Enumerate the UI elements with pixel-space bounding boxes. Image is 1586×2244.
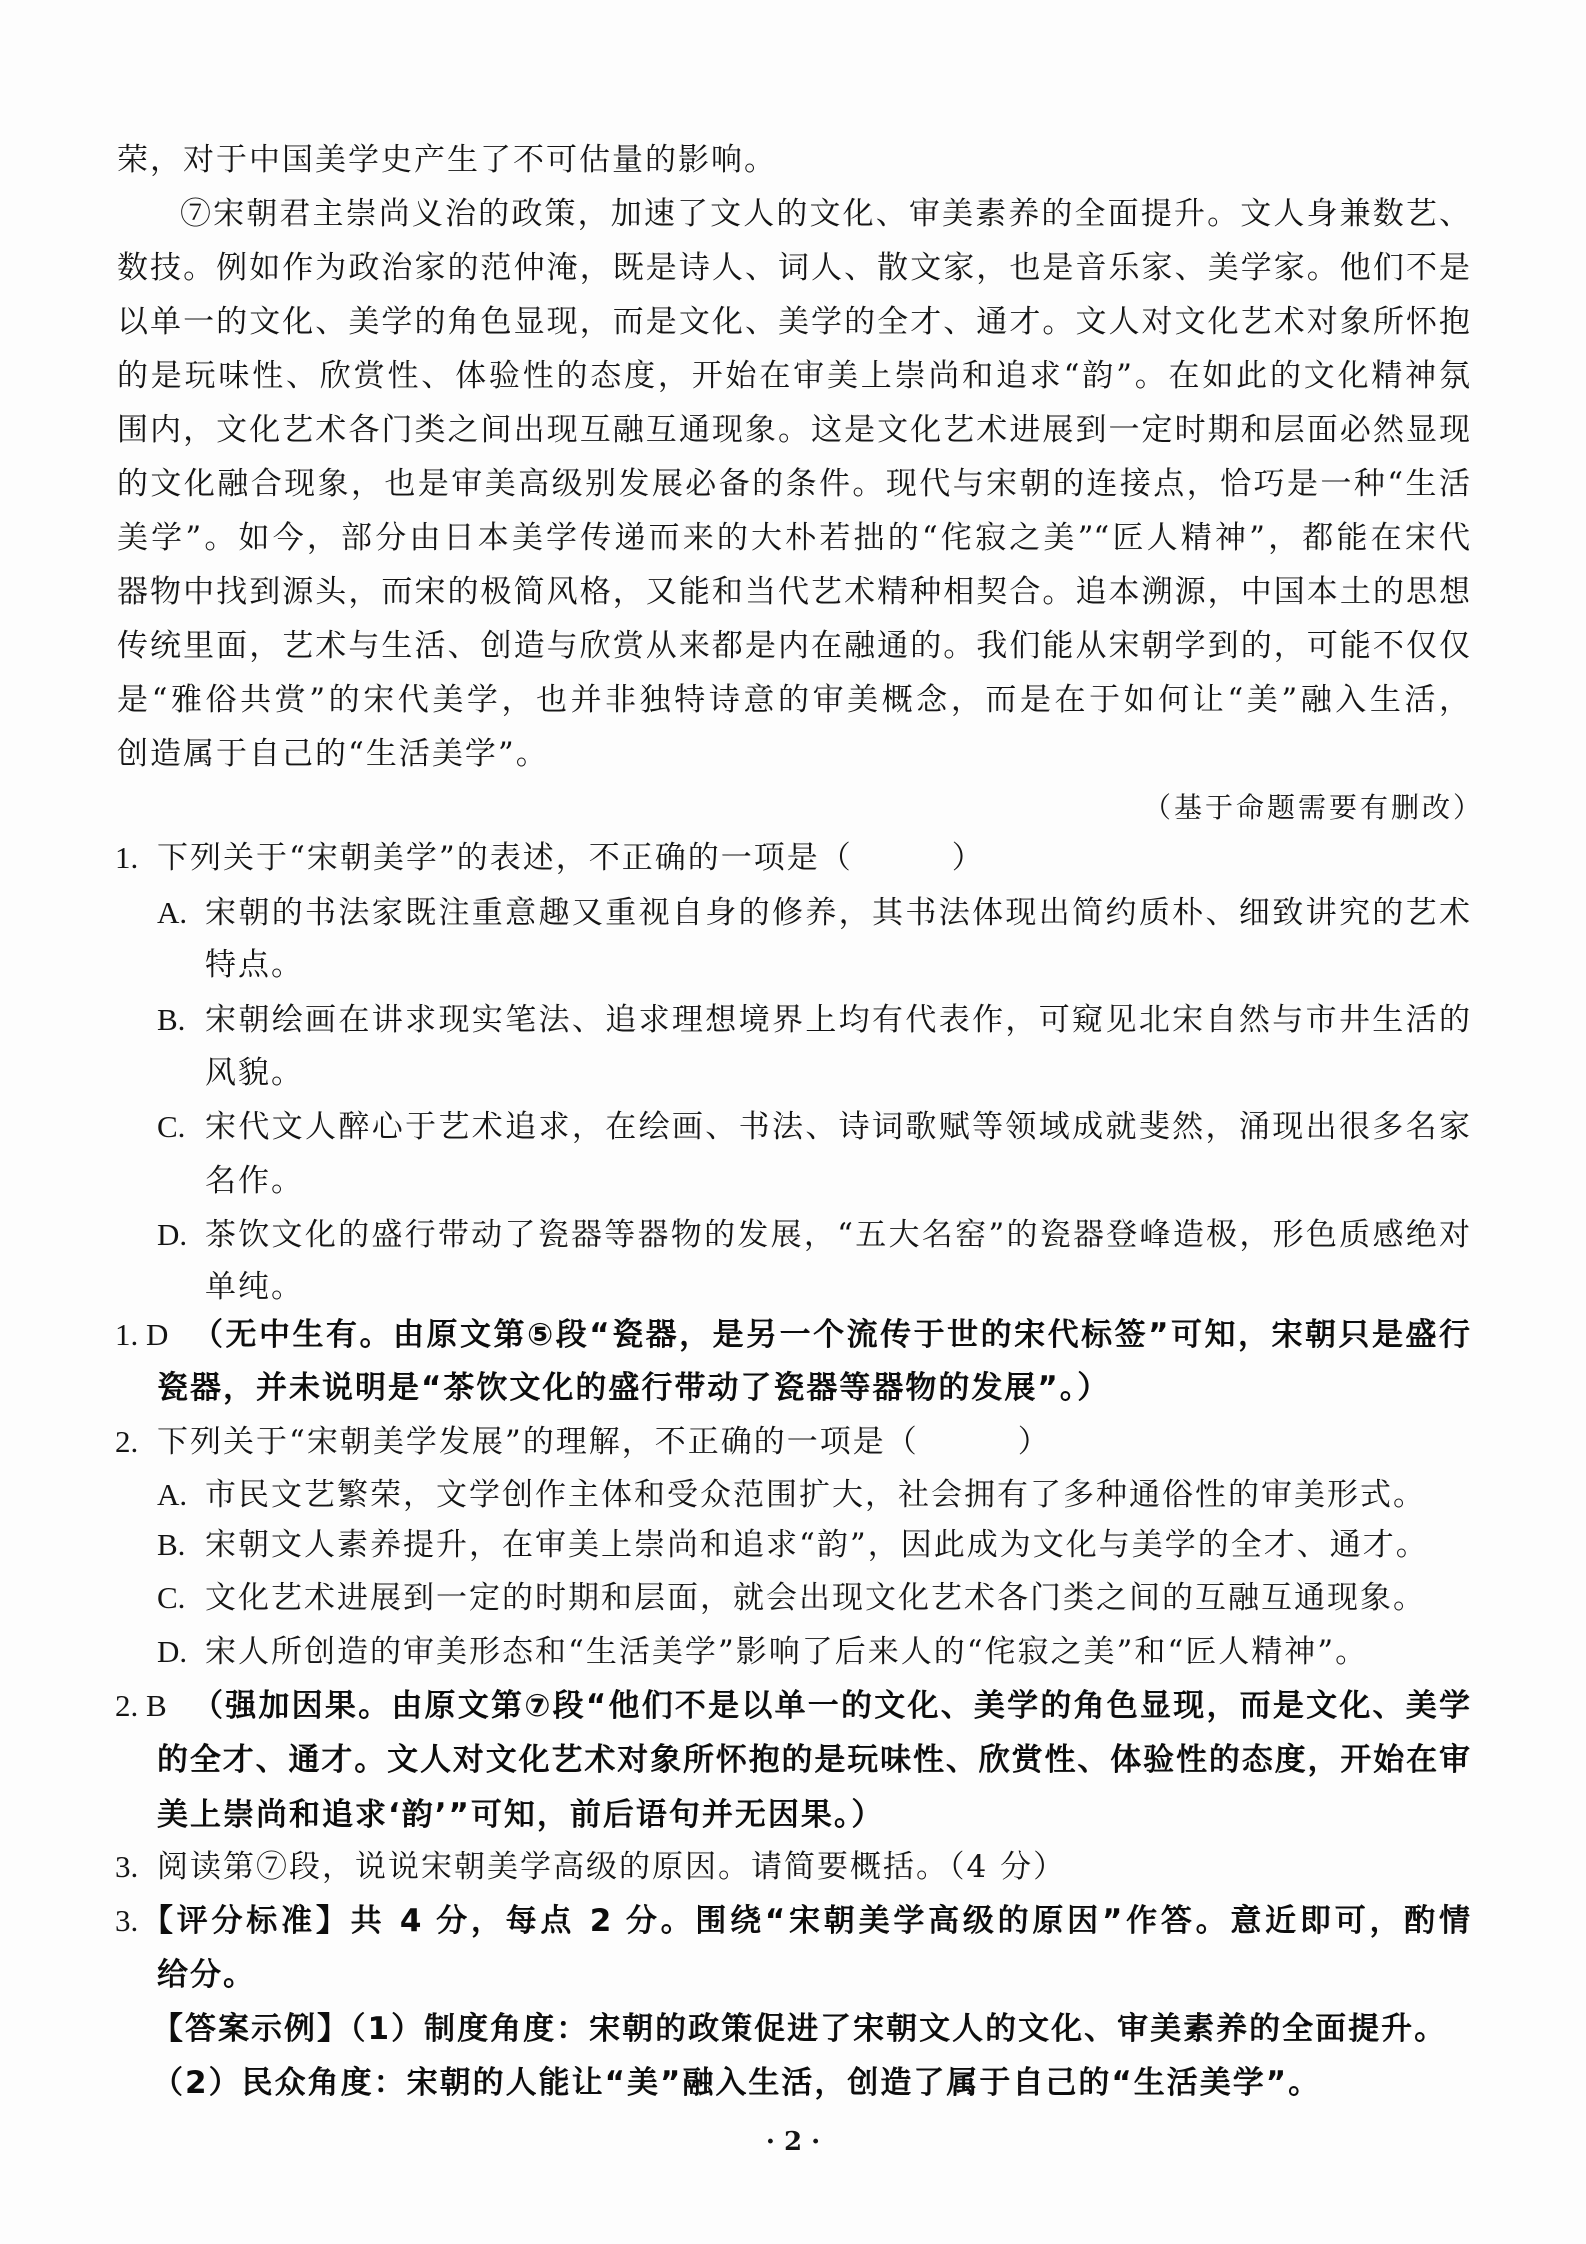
option-letter: A. <box>157 1477 188 1512</box>
passage-line: 荣，对于中国美学史产生了不可估量的影响。 <box>117 142 777 178</box>
option-letter: B. <box>157 1002 186 1037</box>
option-d-text: 单纯。 <box>205 1269 304 1305</box>
question-number: 1. <box>115 840 139 875</box>
passage-line: 数技。例如作为政治家的范仲淹，既是诗人、词人、散文家，也是音乐家、美学家。他们不是 <box>117 250 1470 286</box>
passage-line: 传统里面，艺术与生活、创造与欣赏从来都是内在融通的。我们能从宋朝学到的，可能不仅仅 <box>117 628 1470 664</box>
option-letter: C. <box>157 1580 186 1615</box>
option-d-text: 茶饮文化的盛行带动了瓷器等器物的发展，“五大名窑”的瓷器登峰造极，形色质感绝对 <box>205 1217 1470 1253</box>
option-c-text: 宋代文人醉心于艺术追求，在绘画、书法、诗词歌赋等领域成就斐然，涌现出很多名家 <box>205 1109 1470 1145</box>
answer-explanation: 美上崇尚和追求‘韵’”可知，前后语句并无因果。） <box>157 1797 885 1833</box>
source-note: （基于命题需要有删改） <box>1143 791 1485 824</box>
stem-text: 下列关于“宋朝美学”的表述， <box>157 840 589 876</box>
option-b-text: 风貌。 <box>205 1055 304 1091</box>
answer-label: 3. <box>115 1903 139 1938</box>
answer-label: 2. B <box>115 1688 167 1723</box>
answer-label: 1. D <box>115 1317 169 1352</box>
passage-line: 的文化融合现象，也是审美高级别发展必备的条件。现代与宋朝的连接点，恰巧是一种“生活 <box>117 466 1470 502</box>
option-d-text: 宋人所创造的审美形态和“生活美学”影响了后来人的“侘寂之美”和“匠人精神”。 <box>205 1634 1369 1670</box>
option-b-text: 宋朝绘画在讲求现实笔法、追求理想境界上均有代表作，可窥见北宋自然与市井生活的 <box>205 1002 1470 1038</box>
option-c-text: 名作。 <box>205 1163 304 1199</box>
answer-explanation: 的全才、通才。文人对文化艺术对象所怀抱的是玩味性、欣赏性、体验性的态度，开始在审 <box>157 1742 1470 1778</box>
option-a-text: 特点。 <box>205 947 304 983</box>
option-a-text: 市民文艺繁荣，文学创作主体和受众范围扩大，社会拥有了多种通俗性的审美形式。 <box>205 1477 1426 1513</box>
sample-answer: 【答案示例】（1）制度角度：宋朝的政策促进了宋朝文人的文化、审美素养的全面提升。 <box>152 2011 1448 2047</box>
stem-text: 下列关于“宋朝美学发展”的理解， <box>157 1424 655 1460</box>
stem-text: 的一项是（ ） <box>753 1424 1051 1460</box>
page-number: · 2 · <box>765 2127 821 2157</box>
passage-line: 以单一的文化、美学的角色显现，而是文化、美学的全才、通才。文人对文化艺术对象所怀抱 <box>117 304 1470 340</box>
option-letter: D. <box>157 1217 188 1252</box>
emphasized-text: 不正确 <box>588 840 688 876</box>
option-b-text: 宋朝文人素养提升，在审美上崇尚和追求“韵”，因此成为文化与美学的全才、通才。 <box>205 1527 1429 1563</box>
stem-text: 的一项是（ ） <box>687 840 985 876</box>
scoring-criteria: 【评分标准】共 4 分，每点 2 分。围绕“宋朝美学高级的原因”作答。意近即可，酌情 <box>142 1903 1470 1939</box>
question-number: 3. <box>115 1849 139 1884</box>
question-stem <box>157 1415 1051 1469</box>
passage-line: 器物中找到源头，而宋的极简风格，又能和当代艺术精种相契合。追本溯源，中国本土的思想 <box>117 574 1470 610</box>
option-c-text: 文化艺术进展到一定的时期和层面，就会出现文化艺术各门类之间的互融互通现象。 <box>205 1580 1426 1616</box>
passage-line: 的是玩味性、欣赏性、体验性的态度，开始在审美上崇尚和追求“韵”。在如此的文化精神氛 <box>117 358 1470 394</box>
question-stem <box>157 831 985 885</box>
scoring-criteria: 给分。 <box>157 1957 256 1993</box>
question-number: 2. <box>115 1424 139 1459</box>
sample-answer: （2）民众角度：宋朝的人能让“美”融入生活，创造了属于自己的“生活美学”。 <box>152 2065 1322 2101</box>
passage-line: 创造属于自己的“生活美学”。 <box>117 736 549 772</box>
option-letter: D. <box>157 1634 188 1669</box>
option-a-text: 宋朝的书法家既注重意趣又重视自身的修养，其书法体现出简约质朴、细致讲究的艺术 <box>205 895 1470 931</box>
emphasized-text: 不正确 <box>654 1424 754 1460</box>
answer-explanation: （无中生有。由原文第⑤段“瓷器，是另一个流传于世的宋代标签”可知，宋朝只是盛行 <box>192 1317 1470 1353</box>
question-stem: 阅读第⑦段，说说宋朝美学高级的原因。请简要概括。（4 分） <box>157 1849 1067 1885</box>
passage-line: 是“雅俗共赏”的宋代美学，也并非独特诗意的审美概念，而是在于如何让“美”融入生活， <box>117 682 1470 718</box>
option-letter: B. <box>157 1527 186 1562</box>
passage-line: 围内，文化艺术各门类之间出现互融互通现象。这是文化艺术进展到一定时期和层面必然显现 <box>117 412 1470 448</box>
option-letter: C. <box>157 1109 186 1144</box>
answer-explanation: 瓷器，并未说明是“茶饮文化的盛行带动了瓷器等器物的发展”。） <box>157 1370 1111 1406</box>
option-letter: A. <box>157 895 188 930</box>
passage-line: ⑦宋朝君主崇尚义治的政策，加速了文人的文化、审美素养的全面提升。文人身兼数艺、 <box>180 196 1470 232</box>
passage-line: 美学”。如今，部分由日本美学传递而来的大朴若拙的“侘寂之美”“匠人精神”，都能在宋代 <box>117 520 1470 556</box>
answer-explanation: （强加因果。由原文第⑦段“他们不是以单一的文化、美学的角色显现，而是文化、美学 <box>192 1688 1470 1724</box>
